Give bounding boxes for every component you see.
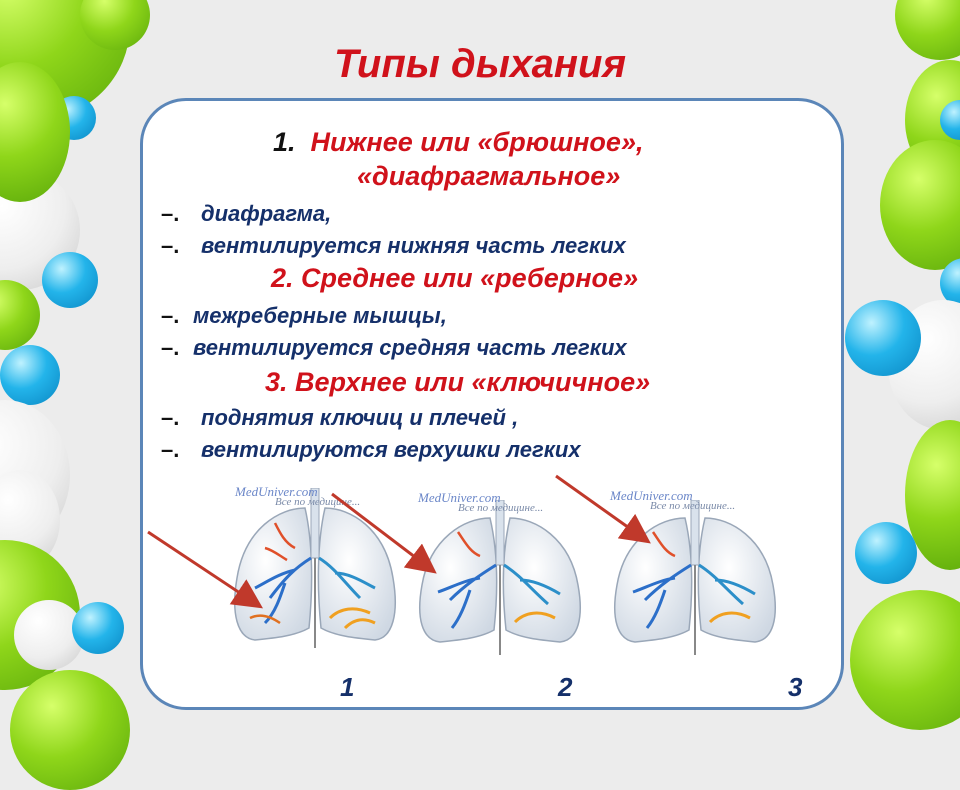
type3-item: поднятия ключиц и плечей , — [201, 405, 519, 430]
type3-heading: 3. Верхнее или «ключичное» — [265, 367, 651, 397]
bullet-dash: –. — [161, 405, 180, 430]
slide-title: Типы дыхания — [333, 42, 627, 86]
watermark-sub: Все по медицине... — [650, 500, 736, 512]
arrow-indicator — [332, 494, 432, 570]
watermark-sub: Все по медицине... — [458, 502, 544, 514]
type2-item: вентилируется средняя часть легких — [193, 335, 627, 360]
type1-item: диафрагма, — [201, 201, 332, 226]
type1-item: вентилируется нижняя часть легких — [201, 233, 626, 258]
watermark: MedUniver.com — [418, 490, 501, 505]
bullet-dash: –. — [161, 437, 180, 462]
type2-item: межреберные мышцы, — [193, 303, 447, 328]
watermark: MedUniver.com — [235, 484, 318, 499]
arrow-indicator — [556, 476, 646, 540]
arrow-indicator — [148, 532, 258, 605]
figure-label-2: 2 — [558, 672, 573, 702]
watermark: MedUniver.com — [610, 488, 693, 503]
figure-label-1: 1 — [340, 672, 355, 702]
type3-item: вентилируются верхушки легких — [201, 437, 581, 462]
bullet-dash: –. — [161, 201, 180, 226]
bullet-dash: –. — [161, 335, 180, 360]
figure-label-3: 3 — [788, 672, 803, 702]
type1-number: 1. — [273, 127, 296, 157]
type2-heading: 2. Среднее или «реберное» — [271, 263, 639, 293]
bullet-dash: –. — [161, 303, 180, 328]
watermark-sub: Все по медицине... — [275, 496, 361, 508]
bullet-dash: –. — [161, 233, 180, 258]
type1-title: Нижнее или «брюшное», — [310, 127, 644, 157]
type1-subtitle: «диафрагмальное» — [357, 161, 621, 191]
